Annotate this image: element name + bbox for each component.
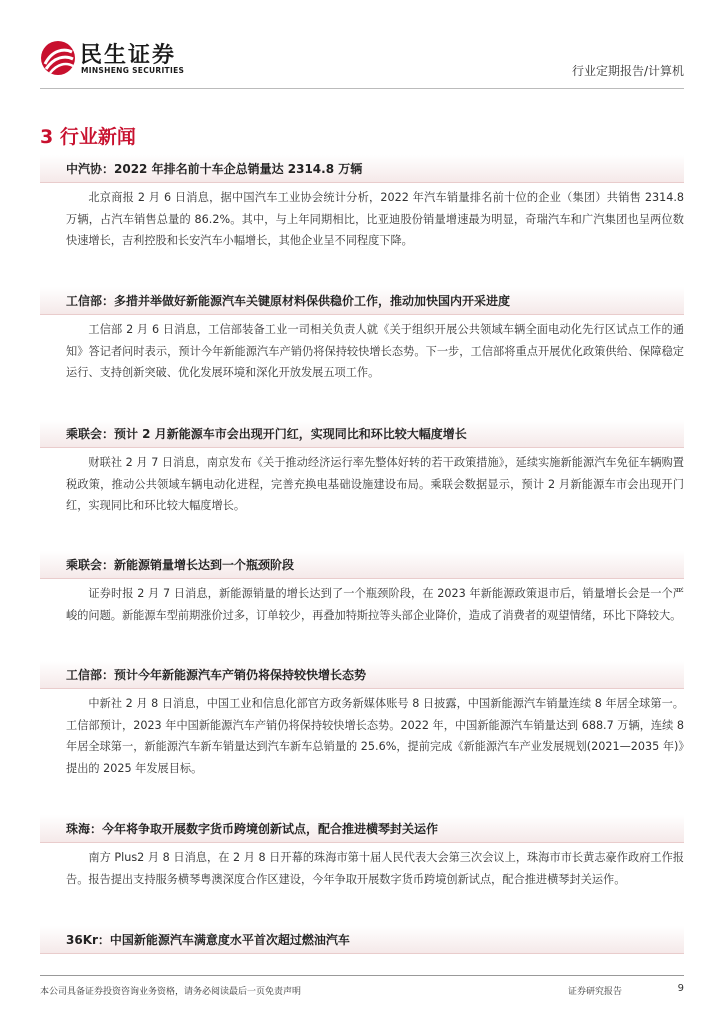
section-title: 3 行业新闻 [40,126,136,148]
footer-report-type: 证券研究报告 [568,987,623,997]
report-type: 行业定期报告/计算机 [571,64,684,78]
page-number: 9 [677,983,684,994]
footer-divider [40,975,684,976]
news-title: 工信部：多措并举做好新能源汽车关键原材料保供稳价工作，推动加快国内开采进度 [40,287,684,315]
news-body: 中新社 2 月 8 日消息，中国工业和信息化部官方政务新媒体账号 8 日披露，中国新能源汽车销量连续 8 年居全球第一。工信部预计，2023 年中国新能源汽车产销仍将保持较快增长态势。2022 年，中国新能源汽车销量达到 688.7 万辆，连续 8 年居全球第一，新能源汽车新车销量达到汽车新车总销量的 25.6%，提前完成《新能源汽车产业发展规划(2021—2035 年)》提出的 2025 年发展目标。 [66,697,684,775]
news-item [40,420,684,517]
news-item [40,661,684,779]
logo-english-name: MINSHENG SECURITIES [81,66,185,75]
minsheng-logo-icon [40,40,76,76]
news-title: 珠海：今年将争取开展数字货币跨境创新试点，配合推进横琴封关运作 [40,815,684,843]
news-body: 证券时报 2 月 7 日消息，新能源销量的增长达到了一个瓶颈阶段，在 2023 年新能源政策退市后，销量增长会是一个严峻的问题。新能源车型前期涨价过多，订单较少，再叠加特斯拉等头部企业降价，造成了消费者的观望情绪，环比下降较大。 [66,587,684,622]
header-divider [40,88,684,89]
news-title: 36Kr：中国新能源汽车满意度水平首次超过燃油汽车 [40,926,684,954]
news-body: 北京商报 2 月 6 日消息，据中国汽车工业协会统计分析，2022 年汽车销量排名前十位的企业（集团）共销售 2314.8 万辆，占汽车销售总量的 86.2%。其中，与上年同期相比，比亚迪股份销量增速最为明显，奇瑞汽车和广汽集团也呈两位数快速增长，吉利控股和长安汽车小幅增长，其他企业呈不同程度下降。 [66,191,684,247]
news-body: 财联社 2 月 7 日消息，南京发布《关于推动经济运行率先整体好转的若干政策措施》，延续实施新能源汽车免征车辆购置税政策，推动公共领域车辆电动化进程，完善充换电基础设施建设布局。乘联会数据显示，预计 2 月新能源车市会出现开门红，实现同比和环比较大幅度增长。 [66,456,684,512]
footer-disclaimer: 本公司具备证券投资咨询业务资格，请务必阅读最后一页免责声明 [40,987,302,997]
page-header [40,38,684,88]
news-item [40,926,684,954]
news-body: 工信部 2 月 6 日消息，工信部装备工业一司相关负责人就《关于组织开展公共领域车辆全面电动化先行区试点工作的通知》答记者问时表示，预计今年新能源汽车产销仍将保持较快增长态势。下一步，工信部将重点开展优化政策供给、保障稳定运行、支持创新突破、优化发展环境和深化开放发展五项工作。 [66,323,684,379]
news-title: 乘联会：预计 2 月新能源车市会出现开门红，实现同比和环比较大幅度增长 [40,420,684,448]
news-item [40,815,684,890]
news-body: 南方 Plus2 月 8 日消息，在 2 月 8 日开幕的珠海市第十届人民代表大会第三次会议上，珠海市市长黄志豪作政府工作报告。报告提出支持服务横琴粤澳深度合作区建设，今年争取开展数字货币跨境创新试点，配合推进横琴封关运作。 [66,851,684,886]
news-title: 中汽协：2022 年排名前十车企总销量达 2314.8 万辆 [40,155,684,183]
news-item [40,155,684,252]
news-title: 工信部：预计今年新能源汽车产销仍将保持较快增长态势 [40,661,684,689]
logo-chinese-name: 民生证券 [80,43,177,68]
news-item [40,551,684,626]
news-title: 乘联会：新能源销量增长达到一个瓶颈阶段 [40,551,684,579]
news-item [40,287,684,384]
